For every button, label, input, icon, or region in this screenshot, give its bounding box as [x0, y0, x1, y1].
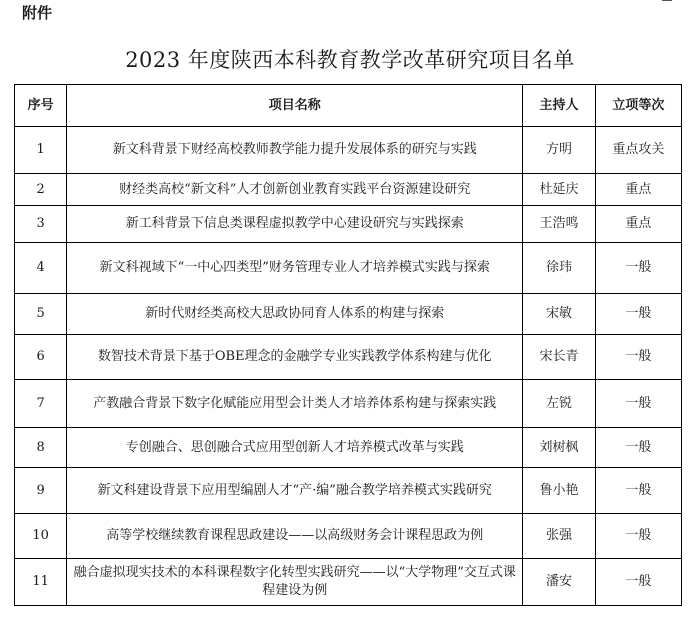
cell-level: 重点 — [595, 174, 681, 206]
cell-no: 8 — [15, 428, 67, 468]
cell-name: 数智技术背景下基于OBE理念的金融学专业实践教学体系构建与优化 — [67, 335, 523, 380]
cell-no: 10 — [15, 514, 67, 559]
cell-level: 一般 — [595, 428, 681, 468]
table-row — [15, 428, 682, 468]
table-row — [15, 294, 682, 335]
table-row — [15, 380, 682, 428]
cell-name: 融合虚拟现实技术的本科课程数字化转型实践研究——以“大学物理”交互式课程建设为例 — [67, 559, 523, 606]
cell-level: 一般 — [595, 380, 681, 428]
cell-host: 刘树枫 — [523, 428, 595, 468]
cell-host: 鲁小艳 — [523, 468, 595, 514]
cell-level: 一般 — [595, 468, 681, 514]
cell-name: 新工科背景下信息类课程虚拟教学中心建设研究与实践探索 — [67, 206, 523, 243]
cell-host: 杜延庆 — [523, 174, 595, 206]
cell-level: 一般 — [595, 243, 681, 294]
cell-no: 5 — [15, 294, 67, 335]
cell-name: 高等学校继续教育课程思政建设——以高级财务会计课程思政为例 — [67, 514, 523, 559]
cell-level: 一般 — [595, 514, 681, 559]
cell-host: 潘安 — [523, 559, 595, 606]
cell-no: 2 — [15, 174, 67, 206]
cell-level: 一般 — [595, 335, 681, 380]
project-table — [14, 84, 682, 606]
cell-no: 7 — [15, 380, 67, 428]
cell-no: 4 — [15, 243, 67, 294]
cell-host: 方明 — [523, 127, 595, 174]
cell-host: 左锐 — [523, 380, 595, 428]
cell-host: 宋长青 — [523, 335, 595, 380]
table-row — [15, 559, 682, 606]
cell-name: 新文科视域下“一中心四类型”财务管理专业人才培养模式实践与探索 — [67, 243, 523, 294]
cell-no: 9 — [15, 468, 67, 514]
cell-level: 一般 — [595, 294, 681, 335]
cell-name: 新时代财经类高校大思政协同育人体系的构建与探索 — [67, 294, 523, 335]
cell-no: 3 — [15, 206, 67, 243]
table-row — [15, 335, 682, 380]
cell-level: 重点 — [595, 206, 681, 243]
cell-no: 1 — [15, 127, 67, 174]
cell-name: 财经类高校“新文科”人才创新创业教育实践平台资源建设研究 — [67, 174, 523, 206]
cell-level: 一般 — [595, 559, 681, 606]
header-host: 主持人 — [523, 85, 595, 127]
header-level: 立项等次 — [595, 85, 681, 127]
table-row — [15, 243, 682, 294]
cell-name: 专创融合、思创融合式应用型创新人才培养模式改革与实践 — [67, 428, 523, 468]
cell-no: 11 — [15, 559, 67, 606]
cell-name: 新文科建设背景下应用型编剧人才“产·编”融合教学培养模式实践研究 — [67, 468, 523, 514]
cell-host: 宋敏 — [523, 294, 595, 335]
table-row — [15, 514, 682, 559]
cell-host: 张强 — [523, 514, 595, 559]
table-row — [15, 468, 682, 514]
cell-name: 新文科背景下财经高校教师教学能力提升发展体系的研究与实践 — [67, 127, 523, 174]
table-header-row — [15, 85, 682, 127]
cell-no: 6 — [15, 335, 67, 380]
table-row — [15, 127, 682, 174]
header-name: 项目名称 — [67, 85, 523, 127]
cell-host: 徐玮 — [523, 243, 595, 294]
cell-name: 产教融合背景下数字化赋能应用型会计类人才培养体系构建与探索实践 — [67, 380, 523, 428]
attachment-label: 附件 — [22, 4, 53, 22]
document-title: 2023 年度陕西本科教育教学改革研究项目名单 — [125, 48, 575, 72]
cell-host: 王浩鸣 — [523, 206, 595, 243]
corner-mark — [662, 0, 672, 1]
header-no: 序号 — [15, 85, 67, 127]
cell-level: 重点攻关 — [595, 127, 681, 174]
table-row — [15, 206, 682, 243]
table-row — [15, 174, 682, 206]
